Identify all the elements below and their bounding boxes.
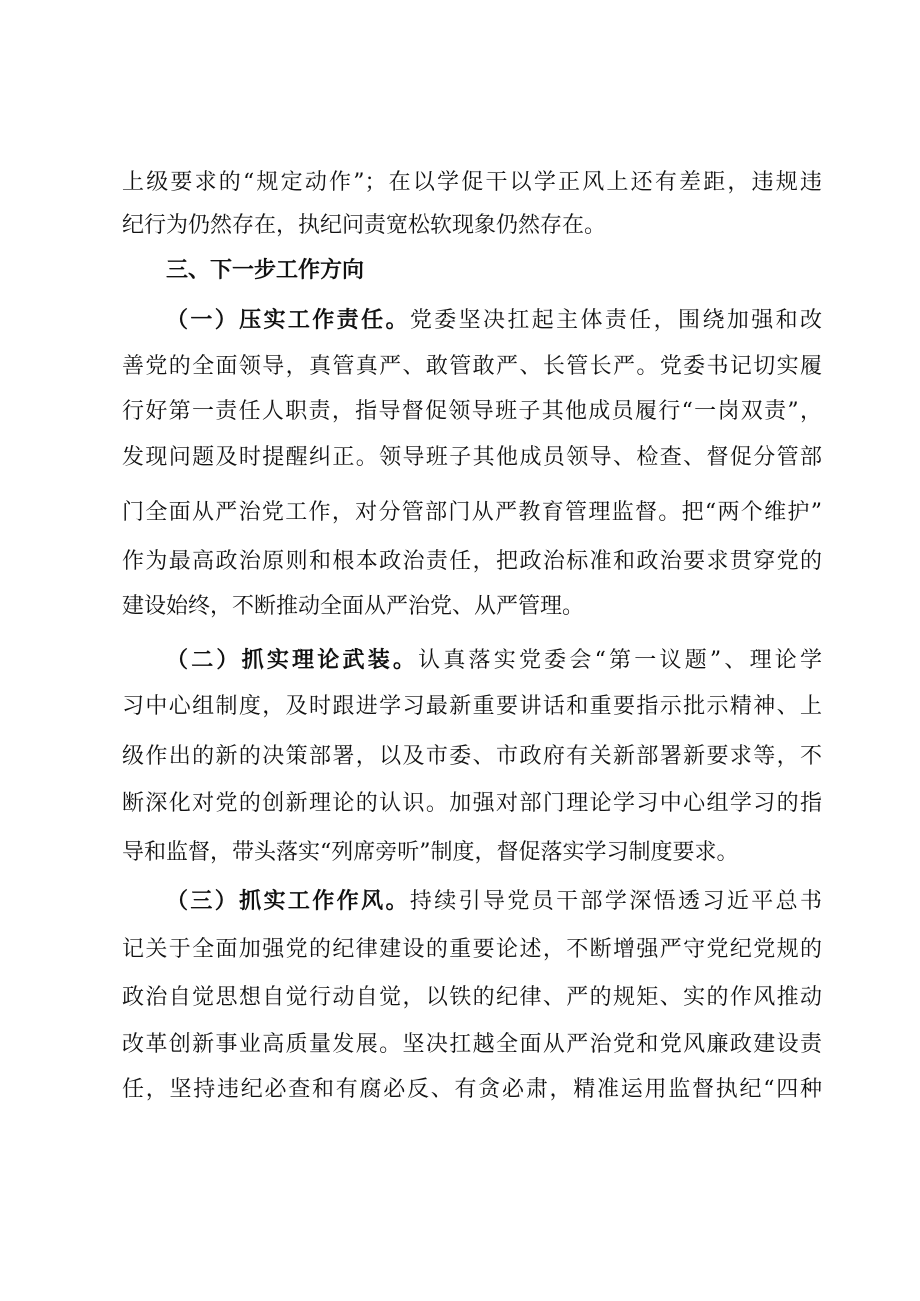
paragraph-line: 导和监督，带头落实“列席旁听”制度，督促落实学习制度要求。 (122, 840, 739, 865)
paragraph-line: 门全面从严治党工作，对分管部门从严教育管理监督。把“两个维护” (122, 500, 822, 525)
paragraph-line: 断深化对党的创新理论的认识。加强对部门理论学习中心组学习的指 (122, 791, 822, 816)
paragraph-first-line (166, 887, 822, 917)
paragraph-lead-heading: （一）压实工作责任。 (166, 308, 410, 333)
section-heading: 三、下一步工作方向 (166, 258, 365, 283)
paragraph-line: 作为最高政治原则和根本政治责任，把政治标准和政治要求贯穿党的 (122, 549, 822, 574)
paragraph-text: 党委坚决扛起主体责任，围绕加强和改 (409, 308, 822, 333)
paragraph-line: 上级要求的“规定动作”；在以学促干以学正风上还有差距，违规违 (122, 170, 822, 195)
paragraph-line: 习中心组制度，及时跟进学习最新重要讲话和重要指示批示精神、上 (122, 694, 822, 719)
paragraph-text: 认真落实党委会“第一议题”、理论学 (418, 648, 822, 673)
paragraph-line: 行好第一责任人职责，指导督促领导班子其他成员履行“一岗双责”， (122, 399, 822, 424)
paragraph-line: 级作出的新的决策部署，以及市委、市政府有关新部署新要求等，不 (122, 744, 822, 769)
paragraph-line: 政治自觉思想自觉行动自觉，以铁的纪律、严的规矩、实的作风推动 (122, 985, 822, 1010)
paragraph-line: 发现问题及时提醒纠正。领导班子其他成员领导、检查、督促分管部 (122, 445, 822, 470)
paragraph-line: 记关于全面加强党的纪律建设的重要论述，不断增强严守党纪党规的 (122, 937, 822, 962)
paragraph-text: 持续引导党员干部学深悟透习近平总书 (409, 889, 822, 914)
paragraph-first-line (166, 306, 822, 336)
paragraph-line: 建设始终，不断推动全面从严治党、从严管理。 (122, 594, 585, 619)
paragraph-lead-heading: （二）抓实理论武装。 (166, 648, 419, 673)
paragraph-line: 纪行为仍然存在，执纪问责宽松软现象仍然存在。 (122, 213, 607, 238)
paragraph-line: 善党的全面领导，真管真严、敢管敢严、长管长严。党委书记切实履 (122, 354, 822, 379)
paragraph-line: 任，坚持违纪必查和有腐必反、有贪必肃，精准运用监督执纪“四种 (122, 1077, 822, 1102)
paragraph-first-line (166, 646, 822, 676)
paragraph-line: 改革创新事业高质量发展。坚决扛越全面从严治党和党风廉政建设责 (122, 1032, 822, 1057)
paragraph-lead-heading: （三）抓实工作作风。 (166, 889, 410, 914)
